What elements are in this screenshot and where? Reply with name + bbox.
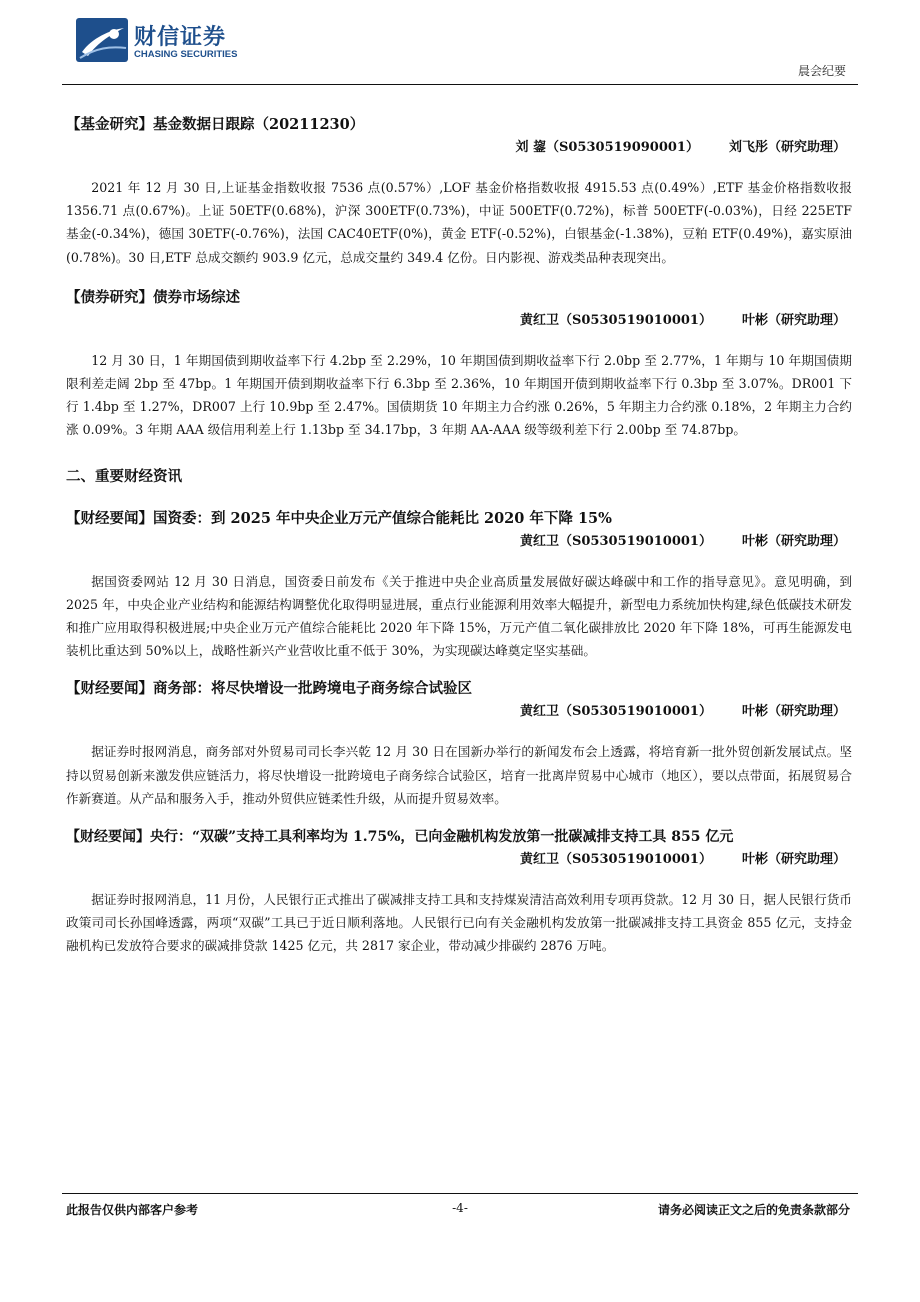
bond-research-section (66, 287, 852, 442)
header-rule (62, 84, 858, 85)
news-paragraph: 据证券时报网消息，商务部对外贸易司司长李兴乾 12 月 30 日在国新办举行的新闻发布会上透露，将培育新一批外贸创新发展试点。坚持以贸易创新来激发供应链活力，将尽快增设一批跨境电子商务综合试验区，培育一批离岸贸易中心城市（地区），要以点带面，拓展贸易合作新赛道。从产品和服务入手，推动外贸供应链柔性升级，从而提升贸易效率。 (66, 744, 852, 806)
news-authors (66, 702, 852, 722)
section-paragraph: 12 月 30 日，1 年期国债到期收益率下行 4.2bp 至 2.29%，10 年期国债到期收益率下行 2.0bp 至 2.77%，1 年期与 10 年期国债期限利差走阔 2bp 至 47bp。1 年期国开债到期收益率下行 6.3bp 至 2.36%，10 年期国开债到期收益率下行 0.3bp 至 3.07%。DR001 下行 1.4bp 至 1.27%，DR007 上行 10.9bp 至 2.47%。国债期货 10 年期主力合约涨 0.26%，5 年期主力合约涨 0.18%，2 年期主力合约涨 0.09%。3 年期 AAA 级信用利差上行 1.13bp 至 34.17bp，3 年期 AA-AAA 级等级利差下行 2.00bp 至 74.87bp。 (66, 352, 852, 438)
author-assistant: 叶彬（研究助理） (741, 533, 846, 549)
heading-financial-news: 二、重要财经资讯 (66, 467, 182, 485)
author-assistant: 刘飞彤（研究助理） (728, 140, 846, 155)
news-authors (66, 532, 852, 552)
author-primary: 刘 鋆（S0530519090001） (515, 140, 699, 155)
news-paragraph: 据国资委网站 12 月 30 日消息，国资委日前发布《关于推进中央企业高质量发展做好碳达峰碳中和工作的指导意见》。意见明确，到 2025 年，中央企业产业结构和能源结构调整优化取得明显进展，重点行业能源利用效率大幅提升，新型电力系统加快构建,绿色低碳技术研发和推广应用取得积极进展;中央企业万元产值综合能耗比 2020 年下降 15%，万元产值二氧化碳排放比 2020 年下降 18%，可再生能源发电装机比重达到 50%以上，战略性新兴产业营收比重不低于 30%，为实现碳达峰奠定坚实基础。 (66, 573, 852, 659)
author-primary: 黄红卫（S0530519010001） (520, 312, 712, 328)
author-primary: 黄红卫（S0530519010001） (520, 852, 712, 868)
section-paragraph: 2021 年 12 月 30 日,上证基金指数收报 7536 点(0.57%）,LOF 基金价格指数收报 4915.53 点(0.49%）,ETF 基金价格指数收报 1356.71 点(0.67%)。上证 50ETF(0.68%)，沪深 300ETF(0.73%)，中证 500ETF(0.72%)，标普 500ETF(-0.03%)，日经 225ETF 基金(-0.34%)，德国 30ETF(-0.76%)，法国 CAC40ETF(0%)，黄金 ETF(-0.52%)，白银基金(-1.38%)，豆粕 ETF(0.49%)，嘉实原油(0.78%)。30 日,ETF 总成交额约 903.9 亿元，总成交量约 349.4 亿份。日内影视、游戏类品种表现突出。 (66, 180, 852, 265)
news-title: 【财经要闻】央行：“双碳”支持工具利率均为 1.75%，已向金融机构发放第一批碳减排支持工具 855 亿元 (66, 829, 734, 846)
section-authors (66, 138, 852, 158)
page-footer (66, 1201, 854, 1217)
chasing-securities-logo-icon (76, 18, 128, 62)
section-authors (66, 311, 852, 331)
news-item-pboc (66, 826, 852, 958)
section-title: 【基金研究】基金数据日跟踪（20211230） (66, 116, 365, 133)
logo-english-name: CHASING SECURITIES (134, 49, 238, 60)
news-title: 【财经要闻】商务部：将尽快增设一批跨境电子商务综合试验区 (66, 680, 472, 698)
footer-disclaimer-left: 此报告仅供内部客户参考 (66, 1203, 199, 1217)
author-primary: 黄红卫（S0530519010001） (520, 704, 712, 720)
news-paragraph: 据证券时报网消息，11 月份，人民银行正式推出了碳减排支持工具和支持煤炭清洁高效利用专项再贷款。12 月 30 日，据人民银行货币政策司司长孙国峰透露，两项“双碳”工具已于近日顺利落地。人民银行已向有关金融机构发放第一批碳减排支持工具资金 855 亿元，支持金融机构已发放符合要求的碳减排贷款 1425 亿元，共 2817 家企业，带动减少排碳约 2876 万吨。 (66, 892, 852, 954)
section-title: 【债券研究】债券市场综述 (66, 288, 240, 306)
footer-disclaimer-right: 请务必阅读正文之后的免责条款部分 (657, 1203, 850, 1217)
document-type: 晨会纪要 (797, 64, 846, 78)
author-assistant: 叶彬（研究助理） (741, 704, 846, 720)
logo-chinese-name: 财信证券 (134, 25, 227, 50)
author-assistant: 叶彬（研究助理） (741, 312, 846, 328)
page-number: -4- (452, 1201, 468, 1215)
news-item-mofcom (66, 678, 852, 810)
author-primary: 黄红卫（S0530519010001） (520, 533, 712, 549)
news-item-sasac (66, 508, 852, 663)
footer-rule (62, 1193, 858, 1194)
news-authors (66, 850, 852, 870)
news-title: 【财经要闻】国资委：到 2025 年中央企业万元产值综合能耗比 2020 年下降 15% (66, 509, 612, 527)
author-assistant: 叶彬（研究助理） (741, 852, 846, 868)
fund-research-section (66, 114, 852, 269)
report-body (66, 114, 852, 958)
